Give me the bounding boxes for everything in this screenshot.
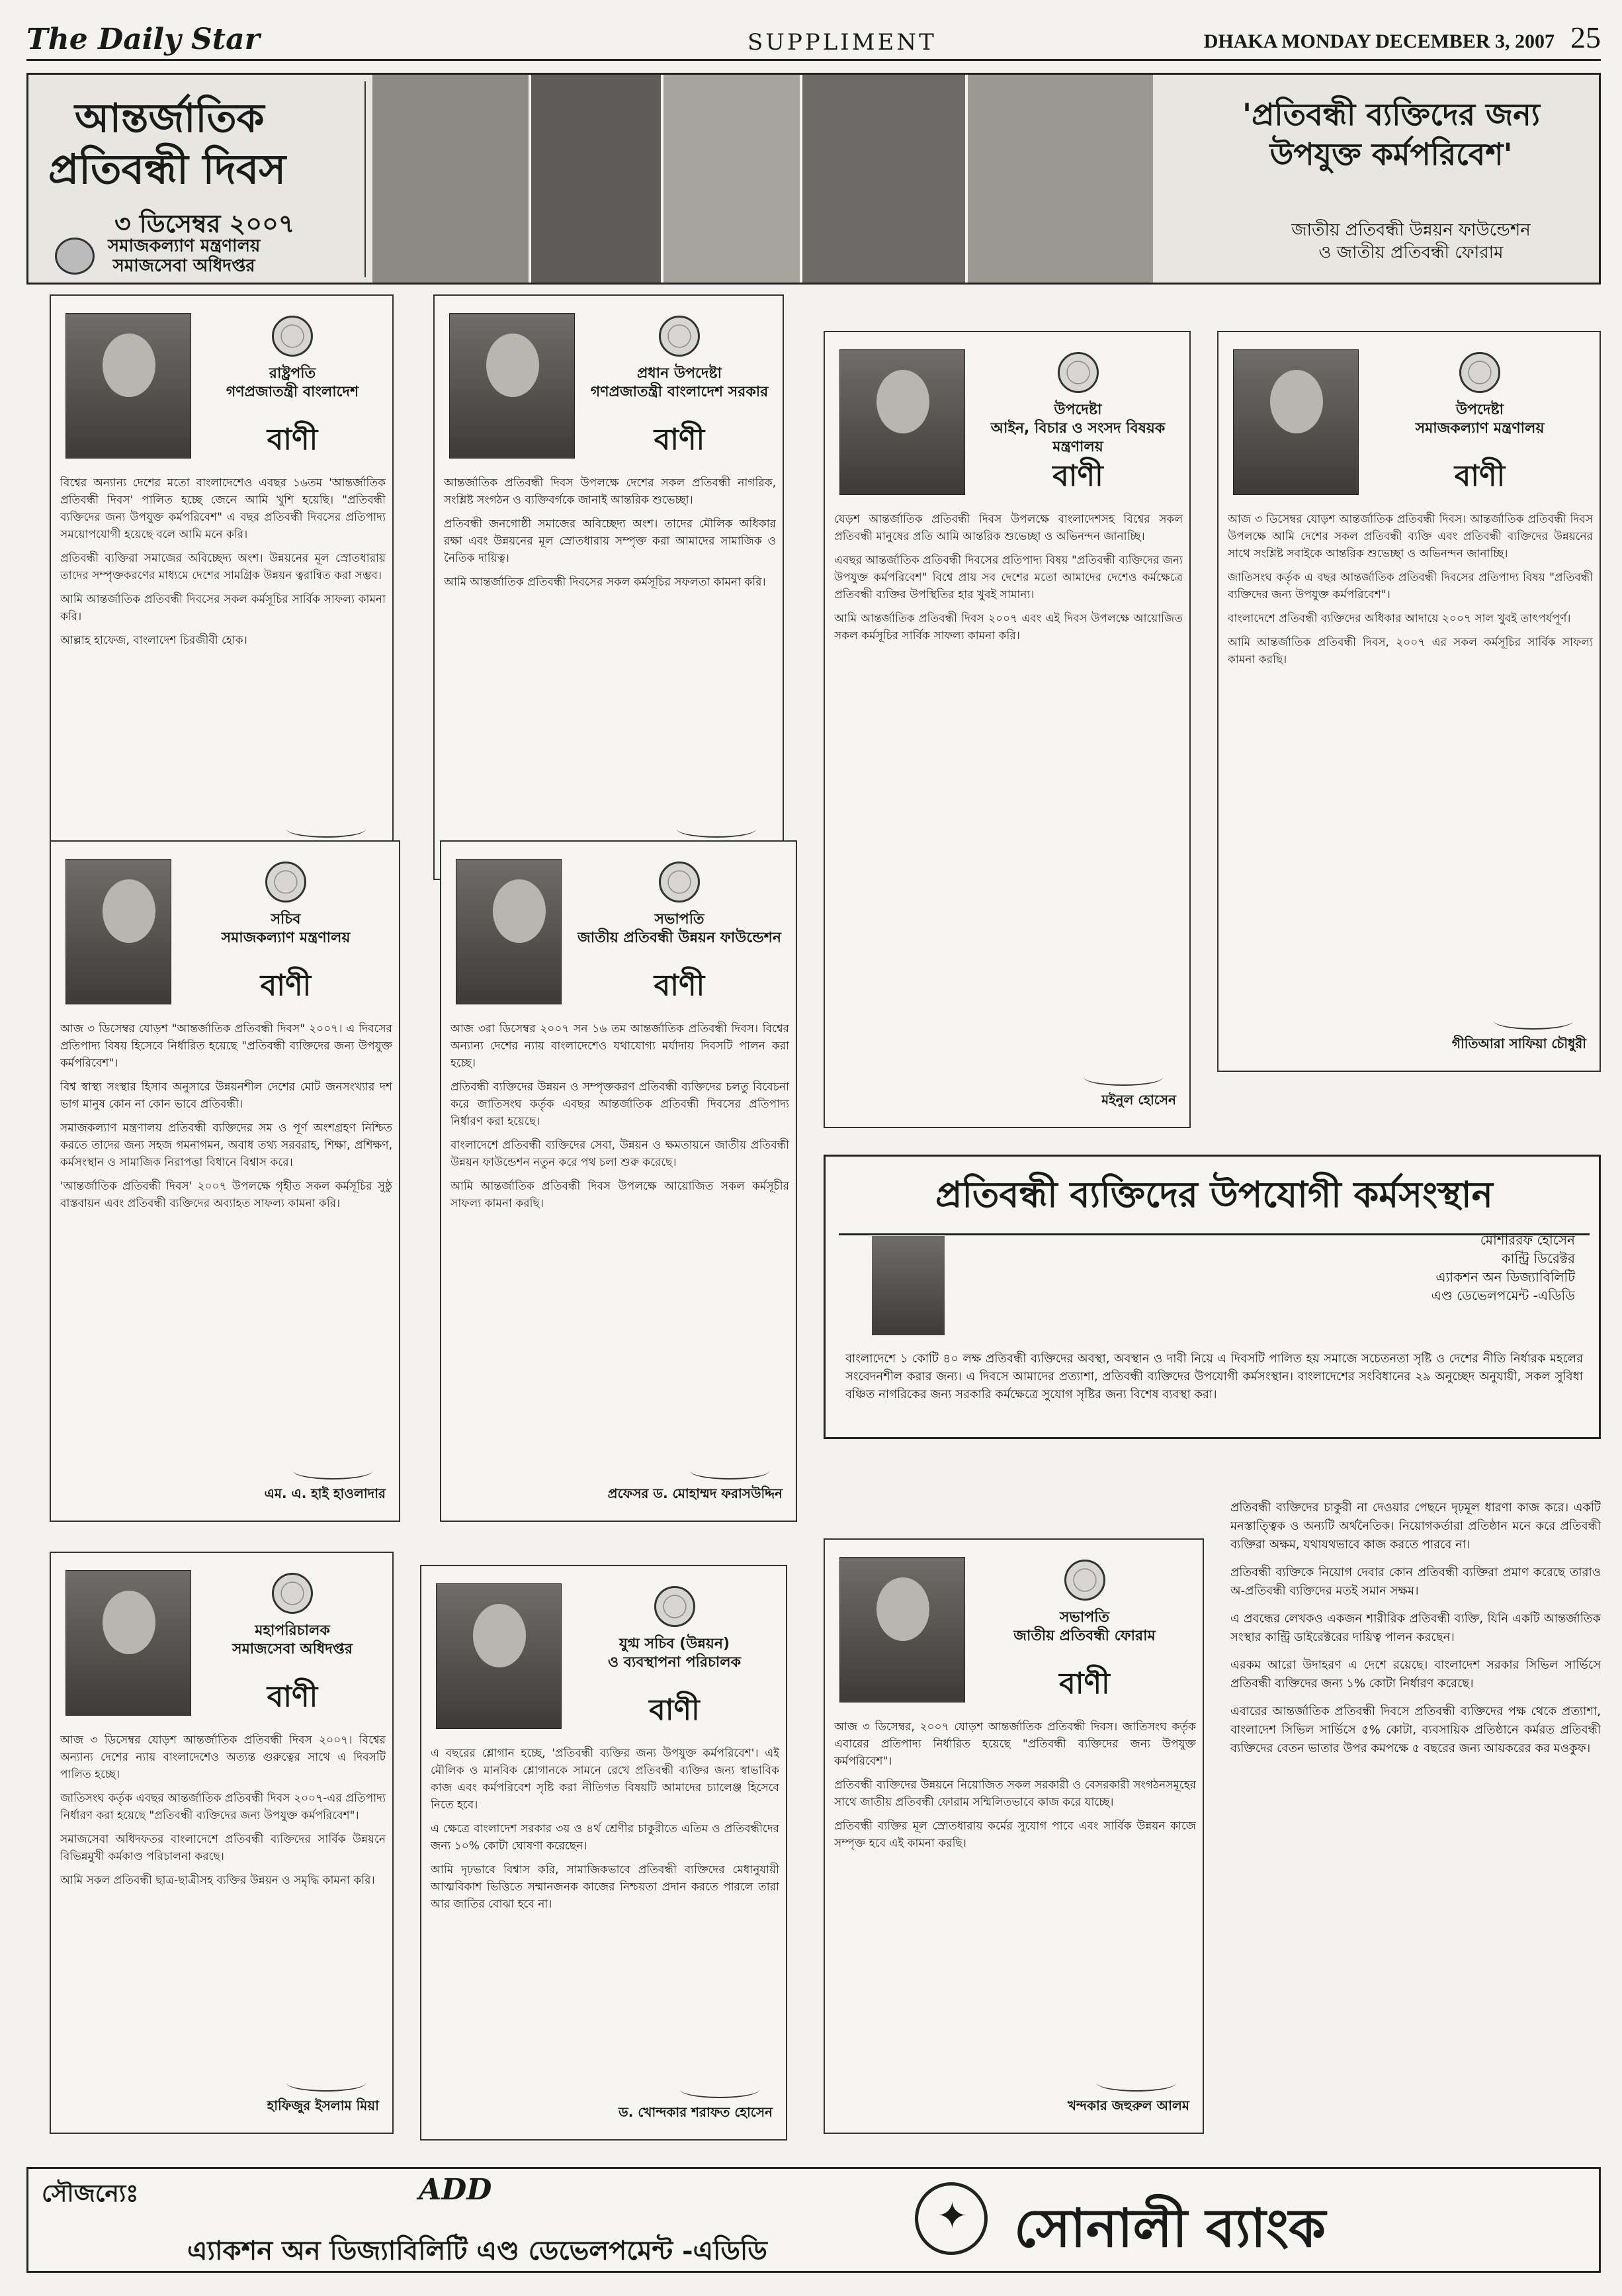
message-paragraph: আল্লাহ হাফেজ, বাংলাদেশ চিরজীবী হোক। [60, 634, 247, 647]
signature-mark [1494, 1012, 1573, 1030]
message-paragraph: বিশ্বের অন্যান্য দেশের মতো বাংলাদেশেও এবছর ১৬তম 'আন্তর্জাতিক প্রতিবন্ধী দিবস' পালিত হচ্ছে জেনে আমি খুশি হয়েছি। "প্রতিবন্ধী ব্যক্তিদের জন্য উপযুক্ত কর্মপরিবেশ" এ বছর প্রতিবন্ধী দিবসের প্রতিপাদ্য সময়োপযোগী হয়েছে বলে আমি মনে করি। [60, 476, 386, 541]
message-heading: বাণী [267, 1680, 318, 1714]
message-heading: বাণী [267, 423, 318, 457]
department-name: সমাজসেবা অধিদপ্তর [112, 256, 255, 276]
banner-organizations [1272, 219, 1550, 264]
feature-title: প্রতিবন্ধী ব্যক্তিদের উপযোগী কর্মসংস্থান [839, 1167, 1590, 1235]
official-role [972, 1609, 1197, 1646]
government-seal-icon [654, 1586, 695, 1627]
role-subtitle: জাতীয় প্রতিবন্ধী উন্নয়ন ফাউন্ডেশন [577, 930, 781, 946]
message-heading: বাণী [260, 969, 312, 1002]
official-portrait [65, 313, 191, 459]
banner-date: ৩ ডিসেম্বর ২০০৭ [114, 208, 295, 238]
message-card [50, 840, 400, 1522]
message-paragraph: আমি আন্তর্জাতিক প্রতিবন্ধী দিবসের সকল কর্মসূচির সার্বিক সাফল্য কামনা করি। [60, 593, 386, 623]
message-paragraph: এ বছরের শ্লোগান হচ্ছে, 'প্রতিবন্ধী ব্যক্তির জন্য উপযুক্ত কর্মপরিবেশ'। এই মৌলিক ও মানবিক শ্লোগানকে সামনে রেখে প্রতিবন্ধী ব্যক্তির জন্য স্বাভাবিক কাজ এবং কর্মপরিবেশ সৃষ্টি করা নীতিগত বিষয়টি আমাদের চ্যালেঞ্জ হিসেবে নিতে হবে। [431, 1747, 779, 1812]
dateline: DHAKA MONDAY DECEMBER 3, 2007 [1203, 30, 1555, 52]
official-role [568, 1635, 781, 1672]
official-portrait [456, 859, 562, 1004]
role-title: সচিব [271, 911, 301, 928]
role-title: রাষ্ট্রপতি [269, 365, 316, 382]
government-seal-icon [1058, 352, 1099, 393]
official-portrait [65, 859, 171, 1004]
feature-continuation [1230, 1499, 1601, 2160]
message-paragraph: আমি আন্তর্জাতিক প্রতিবন্ধী দিবস উপলক্ষে আয়োজিত সকল কর্মসূচীর সাফল্য কামনা করছি। [450, 1180, 789, 1210]
message-body [60, 1020, 392, 1477]
message-paragraph: আমি আন্তর্জাতিক প্রতিবন্ধী দিবস, ২০০৭ এর সকল কর্মসূচির সার্বিক সাফল্য কামনা করছি। [1228, 636, 1593, 666]
banner-title-line1: আন্তর্জাতিক [75, 95, 265, 142]
government-seal-icon [272, 316, 313, 357]
signatory-name: খন্দকার জহুরুল আলম [1067, 2097, 1189, 2113]
role-title: সভাপতি [1059, 1609, 1110, 1626]
sponsor-footer [26, 2167, 1601, 2273]
message-paragraph: প্রতিবন্ধী ব্যক্তিদের উন্নয়ন ও সম্পৃক্তকরণ প্রতিবন্ধী ব্যক্তিদের চলতু বিবেচনা করে জাতিসংঘ কর্তৃক এবছর আন্তর্জাতিক প্রতিবন্ধী দিবসের প্রতিপাদ্য নির্ধারণ করা হয়েছে। [450, 1081, 789, 1128]
banner-title-line2: প্রতিবন্ধী দিবস [48, 145, 286, 193]
role-subtitle: সমাজসেবা অধিদপ্তর [232, 1641, 353, 1657]
message-paragraph: প্রতিবন্ধী ব্যক্তিরা সমাজের অবিচ্ছেদ্য অংশ। উন্নয়নের মূল স্রোতধারায় তাদের সম্পৃক্তকরণের মাধ্যমে দেশের সামগ্রিক উন্নয়ন ত্বরান্বিত করা সম্ভব। [60, 552, 386, 582]
banner-photo-collage [372, 75, 1153, 284]
message-paragraph: যেড়শ আন্তর্জাতিক প্রতিবন্ধী দিবস উপলক্ষে বাংলাদেশসহ বিশ্বের সকল প্রতিবন্ধী মানুষের প্রতি আমি আন্তরিক শুভেচ্ছা ও অভিনন্দন জানাচ্ছি। [834, 513, 1183, 543]
message-heading: বাণী [654, 423, 705, 457]
author-org: এ্যাকশন অন ডিজ্যাবিলিটি এণ্ড ডেভেলপমেন্ট -এডিডি [1431, 1269, 1575, 1303]
government-seal-icon [659, 316, 700, 357]
signature-mark [293, 1462, 372, 1479]
message-paragraph: বাংলাদেশে প্রতিবন্ধী ব্যক্তিদের সেবা, উন্নয়ন ও ক্ষমতায়নে জাতীয় প্রতিবন্ধী উন্নয়ন ফাউন্ডেশন নতুন করে পথ চলা শুরু করেছে। [450, 1139, 789, 1169]
page-number: 25 [1570, 21, 1601, 54]
banner-title-box [35, 81, 366, 277]
author-role: কান্ট্রি ডিরেক্টর [1501, 1251, 1575, 1266]
bank-name: সোনালী ব্যাংক [1014, 2197, 1326, 2259]
signatory-name: মইনুল হোসেন [1101, 1092, 1176, 1108]
message-card [50, 294, 394, 880]
message-paragraph: আজ ৩রা ডিসেম্বর ২০০৭ সন ১৬ তম আন্তর্জাতিক প্রতিবন্ধী দিবস। বিশ্বের অন্যান্য দেশের ন্যায় বাংলাদেশেও যথাযোগ্য মর্যাদায় দিবসটি পালন করা হচ্ছে। [450, 1022, 789, 1070]
role-title: উপদেষ্টা [1054, 402, 1102, 418]
official-portrait [839, 1557, 965, 1702]
feature-paragraph: এবারের আন্তর্জাতিক প্রতিবন্ধী দিবসে প্রতিবন্ধী ব্যক্তিদের পক্ষ থেকে প্রত্যাশা, বাংলাদেশ সিভিল সার্ভিসে ৫% কোটা, ব্যবসায়িক প্রতিষ্ঠানে কর্মরত প্রতিবন্ধী ব্যক্তিদের বেতন ভাতার উপর কমপক্ষে ৫ বছরের জন্য আয়করের কর মওকুফ। [1230, 1704, 1601, 1755]
role-subtitle: গণপ্রজাতন্ত্রী বাংলাদেশ সরকার [590, 384, 769, 400]
message-card [440, 840, 797, 1522]
role-subtitle: সমাজকল্যাণ মন্ত্রণালয় [221, 930, 351, 946]
message-paragraph: সমাজকল্যাণ মন্ত্রণালয় প্রতিবন্ধী ব্যক্তিদের সম ও পূর্ণ অংশগ্রহণ নিশ্চিত করতে তাদের জন্য সহজ গমনাগমন, অবাধ তথ্য সরবরাহ, শিক্ষা, প্রশিক্ষণ, কর্মসংস্থান ও সামাজিক নিরাপত্তা বিধানে বিশ্বাস করে। [60, 1122, 392, 1169]
official-role [198, 1622, 387, 1659]
message-body [834, 511, 1183, 1083]
ministry-name: সমাজকল্যাণ মন্ত্রণালয় [108, 236, 261, 256]
feature-paragraph: এরকম আরো উদাহরণ এ দেশে রয়েছে। বাংলাদেশ সরকার সিভিল সার্ভিসে প্রতিবন্ধী ব্যক্তিদের জন্য ১% কোটা নির্ধারণ করেছে। [1230, 1658, 1601, 1691]
government-seal-icon [265, 861, 306, 903]
message-body [60, 474, 386, 835]
role-subtitle: গণপ্রজাতন্ত্রী বাংলাদেশ [226, 384, 359, 400]
message-paragraph: আজ ৩ ডিসেম্বর যোড়শ আন্তর্জাতিক প্রতিবন্ধী দিবস। আন্তর্জাতিক প্রতিবন্ধী দিবস উপলক্ষে আমি দেশের সকল প্রতিবন্ধী ব্যক্তি এবং প্রতিবন্ধী ব্যক্তিদের উন্নয়নের সাথে সংশ্লিষ্ট সবাইকে আন্তরিক শুভেচ্ছা ও অভিনন্দন জানাচ্ছি। [1228, 513, 1593, 560]
signature-mark [690, 1462, 769, 1479]
message-card [433, 294, 784, 880]
message-paragraph: প্রতিবন্ধী জনগোষ্ঠী সমাজের অবিচ্ছেদ্য অংশ। তাদের মৌলিক অধিকার রক্ষা এবং উন্নয়নের মূল স্রোতধারায় সম্পৃক্ত করা আমাদের সামাজিক ও নৈতিক দায়িত্ব। [444, 517, 776, 565]
message-body [834, 1718, 1196, 2089]
message-paragraph: এবছর আন্তর্জাতিক প্রতিবন্ধী দিবসের প্রতিপাদ্য বিষয় "প্রতিবন্ধী ব্যক্তিদের জন্য উপযুক্ত কর্মপরিবেশ" বিশ্বে প্রায় সব দেশের মতো আমাদের দেশেও কর্মক্ষেত্রে প্রতিবন্ধী ব্যক্তির উপস্থিতির হার খুবই সামান্য। [834, 554, 1183, 601]
author-byline [1416, 1231, 1575, 1305]
message-paragraph: জাতিসংঘ কর্তৃক এ বছর আন্তর্জাতিক প্রতিবন্ধী দিবসের প্রতিপাদ্য বিষয় "প্রতিবন্ধী ব্যক্তিদের জন্য উপযুক্ত কর্মপরিবেশ"। [1228, 571, 1593, 601]
signatory-name: গীতিআরা সাফিয়া চৌধুরী [1451, 1036, 1586, 1051]
message-card [50, 1552, 394, 2134]
message-paragraph: আজ ৩ ডিসেম্বর, ২০০৭ যোড়শ আন্তর্জাতিক প্রতিবন্ধী দিবস। জাতিসংঘ কর্তৃক এবারের প্রতিপাদ্য নির্ধারিত হয়েছে "প্রতিবন্ধী ব্যক্তিদের জন্য উপযুক্ত কর্মপরিবেশ"। [834, 1720, 1196, 1768]
message-paragraph: আন্তর্জাতিক প্রতিবন্ধী দিবস উপলক্ষে দেশের সকল প্রতিবন্ধী নাগরিক, সংশ্লিষ্ট সংগঠন ও ব্যক্তিবর্গকে জানাই আন্তরিক শুভেচ্ছা। [444, 476, 776, 507]
government-seal-icon [1459, 352, 1500, 393]
role-subtitle: সমাজকল্যাণ মন্ত্রণালয় [1415, 420, 1545, 437]
signatory-name: এম. এ. হাই হাওলাদার [264, 1485, 386, 1501]
feature-paragraph: প্রতিবন্ধী ব্যক্তিদের চাকুরী না দেওয়ার পেছনে দৃঢ়মূল ধারণা কাজ করে। একটি মনস্তাত্ত্বিক ও অন্যটি অর্থনৈতিক। নিয়োগকর্তারা প্রতিষ্ঠান মনে করে প্রতিবন্ধী ব্যক্তিরা অক্ষম, যথাযথভাবে কাজ করতে পারবে না। [1230, 1501, 1601, 1552]
signature-mark [286, 2074, 366, 2092]
banner-photo [968, 75, 1153, 284]
official-role [972, 401, 1184, 457]
signature-mark [1097, 2074, 1176, 2092]
message-body [450, 1020, 789, 1477]
signatory-name: হাফিজুর ইসলাম মিয়া [267, 2097, 379, 2113]
message-paragraph: জাতিসংঘ কর্তৃক এবছর আন্তর্জাতিক প্রতিবন্ধী দিবস ২০০৭-এর প্রতিপাদ্য নির্ধারণ করা হয়েছে "প্রতিবন্ধী ব্যক্তিদের জন্য উপযুক্ত কর্মপরিবেশ"। [60, 1792, 386, 1822]
message-paragraph: এ ক্ষেত্রে বাংলাদেশ সরকার ৩য় ও ৪র্থ শ্রেণীর চাকুরীতে এতিম ও প্রতিবন্ধীদের জন্য ১০% কোটা ঘোষণা করেছেন। [431, 1822, 779, 1853]
newspaper-logo: The Daily Star [26, 22, 260, 56]
message-paragraph: আজ ৩ ডিসেম্বর যোড়শ "আন্তর্জাতিক প্রতিবন্ধী দিবস" ২০০৭। এ দিবসের প্রতিপাদ্য বিষয় হিসেবে নির্ধারিত হয়েছে "প্রতিবন্ধী ব্যক্তিদের জন্য উপযুক্ত কর্মপরিবেশ"। [60, 1022, 392, 1070]
message-card [1217, 331, 1601, 1072]
banner-photo [663, 75, 802, 284]
government-seal-icon [272, 1573, 313, 1614]
official-role [581, 365, 777, 402]
feature-article [824, 1155, 1601, 1439]
signature-mark [680, 2081, 759, 2098]
government-seal-icon [1064, 1560, 1105, 1601]
message-paragraph: বিশ্ব স্বাস্থ্য সংস্থার হিসাব অনুসারে উন্নয়নশীল দেশের মোট জনসংখ্যার দশ ভাগ মানুষ কোন না কোন ভাবে প্রতিবন্ধী। [60, 1081, 392, 1111]
role-subtitle: ও ব্যবস্থাপনা পরিচালক [607, 1654, 742, 1671]
message-paragraph: প্রতিবন্ধী ব্যক্তিদের উন্নয়নে নিয়োজিত সকল সরকারী ও বেসরকারী সংগঠনসমূহের সাথে জাতীয় প্রতিবন্ধী ফোরাম সম্মিলিতভাবে কাজ করে যাচ্ছে। [834, 1779, 1196, 1809]
org-line2: ও জাতীয় প্রতিবন্ধী ফোরাম [1318, 243, 1504, 263]
role-subtitle: জাতীয় প্রতিবন্ধী ফোরাম [1013, 1628, 1156, 1644]
message-body [431, 1745, 779, 2096]
message-paragraph: আমি আন্তর্জাতিক প্রতিবন্ধী দিবস ২০০৭ এবং এই দিবস উপলক্ষে আয়োজিত সকল কর্মসূচির সার্বিক সাফল্য কামনা করি। [834, 612, 1183, 642]
message-heading: বাণী [1059, 1667, 1110, 1700]
feature-paragraph: প্রতিবন্ধী ব্যক্তিকে নিয়োগ দেবার কোন প্রতিবন্ধী ব্যক্তিরা প্রমাণ করেছে তারাও অ-প্রতিবন্ধী ব্যক্তিদের মতই সমান সক্ষম। [1230, 1566, 1601, 1598]
add-organization-name: এ্যাকশন অন ডিজ্যাবিলিটি এণ্ড ডেভেলপমেন্ট -এডিডি [187, 2235, 767, 2266]
message-body [60, 1732, 386, 2089]
message-card [824, 331, 1191, 1128]
org-line1: জাতীয় প্রতিবন্ধী উন্নয়ন ফাউন্ডেশন [1291, 220, 1531, 240]
message-paragraph: প্রতিবন্ধী ব্যক্তির মূল স্রোতধারায় কর্মের সুযোগ পাবে এবং সার্বিক উন্নয়ন কাজে সম্পৃক্ত হবে এই কামনা করছি। [834, 1820, 1196, 1850]
official-role [568, 910, 790, 948]
banner-photo [802, 75, 968, 284]
message-paragraph: বাংলাদেশে প্রতিবন্ধী ব্যক্তিদের অধিকার আদায়ে ২০০৭ সাল খুবই তাৎপর্যপূর্ণ। [1228, 612, 1571, 625]
official-portrait [839, 349, 965, 495]
signature-mark [1084, 1069, 1163, 1086]
author-photo [872, 1236, 945, 1335]
message-paragraph: আজ ৩ ডিসেম্বর যোড়শ আন্তর্জাতিক প্রতিবন্ধী দিবস ২০০৭। বিশ্বের অন্যান্য দেশের ন্যায় বাংলাদেশেও অত্যন্ত গুরুত্বের সাথে এ দিবসটি পালিত হচ্ছে। [60, 1734, 386, 1781]
message-body [1228, 511, 1593, 1027]
official-role [178, 910, 394, 948]
banner-ministry [108, 236, 260, 276]
message-card [420, 1565, 787, 2141]
role-title: যুগ্ম সচিব (উন্নয়ন) [619, 1636, 730, 1652]
role-title: সভাপতি [654, 911, 704, 928]
government-seal-icon [659, 861, 700, 903]
message-paragraph: সমাজসেবা অধিদফতর বাংলাদেশে প্রতিবন্ধী ব্যক্তিদের সার্বিক উন্নয়নে বিভিন্নমুখী কর্মকাণ্ড পরিচালনা করছে। [60, 1833, 386, 1863]
message-heading: বাণী [649, 1693, 700, 1727]
add-logo: ADD [419, 2173, 492, 2207]
message-paragraph: আমি দৃঢ়ভাবে বিশ্বাস করি, সামাজিকভাবে প্রতিবন্ধী ব্যক্তিদের মেধানুযায়ী আত্মবিকাশ ভিত্তিতে সম্মানজনক কাজের নিশ্চয়তা প্রদান করতে পারলে তারা আর জাতির বোঝা হবে না। [431, 1863, 779, 1911]
feature-body: বাংলাদেশে ১ কোটি ৪০ লক্ষ প্রতিবন্ধী ব্যক্তিদের অবস্থা, অবস্থান ও দাবী নিয়ে এ দিবসটি পালিত হয় সমাজে সচেতনতা সৃষ্টি ও দেশের নীতি নির্ধারক মহলের সংবেদনশীল করার জন্য। এ দিবসে আমাদের প্রত্যাশা, প্রতিবন্ধী ব্যক্তিদের উপযোগী কর্মসংস্থান। বাংলাদেশের সংবিধানের ২৯ অনুচ্ছেদ অনুযায়ী, সকল সুবিধা বঞ্চিত নাগরিকের জন্য সরকারি কর্মক্ষেত্রে সুযোগ সৃষ্টির জন্য বিশেষ ব্যবস্থা করা। [845, 1352, 1583, 1401]
message-paragraph: আমি আন্তর্জাতিক প্রতিবন্ধী দিবসের সকল কর্মসূচির সফলতা কামনা করি। [444, 576, 766, 589]
section-label: SUPPLIMENT [747, 29, 937, 56]
official-portrait [436, 1583, 562, 1729]
courtesy-label: সৌজন্যেঃ [42, 2180, 139, 2207]
banner-photo [372, 75, 531, 284]
message-heading: বাণী [1454, 459, 1506, 493]
masthead [26, 20, 1601, 61]
message-heading: বাণী [654, 969, 705, 1002]
message-card [824, 1538, 1204, 2134]
banner-photo [531, 75, 663, 284]
official-portrait [449, 313, 575, 459]
official-portrait [65, 1570, 191, 1716]
message-paragraph: আমি সকল প্রতিবন্ধী ছাত্র-ছাত্রীসহ ব্যক্তির উন্নয়ন ও সমৃদ্ধি কামনা করি। [60, 1874, 375, 1887]
role-title: উপদেষ্টা [1455, 402, 1504, 418]
ministry-emblem-icon [55, 238, 95, 275]
signature-mark [677, 820, 756, 838]
signatory-name: ড. খোন্দকার শরাফত হোসেন [619, 2104, 773, 2120]
message-paragraph: 'আন্তর্জাতিক প্রতিবন্ধী দিবস' ২০০৭ উপলক্ষে গৃহীত সকল কর্মসূচির সুষ্ঠু বাস্তবায়ন এবং প্রতিবন্ধী ব্যক্তিদের অব্যাহত সাফল্য কামনা করি। [60, 1180, 392, 1210]
message-heading: বাণী [1052, 459, 1103, 493]
signatory-name: প্রফেসর ড. মোহাম্মদ ফরাসউদ্দিন [607, 1485, 783, 1501]
feature-paragraph: এ প্রবন্ধের লেখকও একজন শারীরিক প্রতিবন্ধী ব্যক্তি, যিনি একটি আন্তর্জাতিক সংস্থার কান্ট্রি ডাইরেক্টরের দায়িত্ব পালন করছেন। [1230, 1612, 1601, 1644]
role-subtitle: আইন, বিচার ও সংসদ বিষয়ক মন্ত্রণালয় [990, 420, 1166, 455]
banner [26, 73, 1601, 285]
sonali-bank-logo-icon [915, 2182, 988, 2255]
author-name: মোশাররফ হোসেন [1480, 1232, 1575, 1248]
role-title: মহাপরিচালক [255, 1622, 330, 1639]
official-role [198, 365, 387, 402]
role-title: প্রধান উপদেষ্টা [637, 365, 722, 382]
message-body [444, 474, 776, 835]
official-portrait [1233, 349, 1359, 495]
official-role [1365, 401, 1594, 438]
banner-slogan: 'প্রতিবন্ধী ব্যক্তিদের জন্য উপযুক্ত কর্মপরিবেশ' [1242, 97, 1540, 172]
signature-mark [286, 820, 366, 838]
